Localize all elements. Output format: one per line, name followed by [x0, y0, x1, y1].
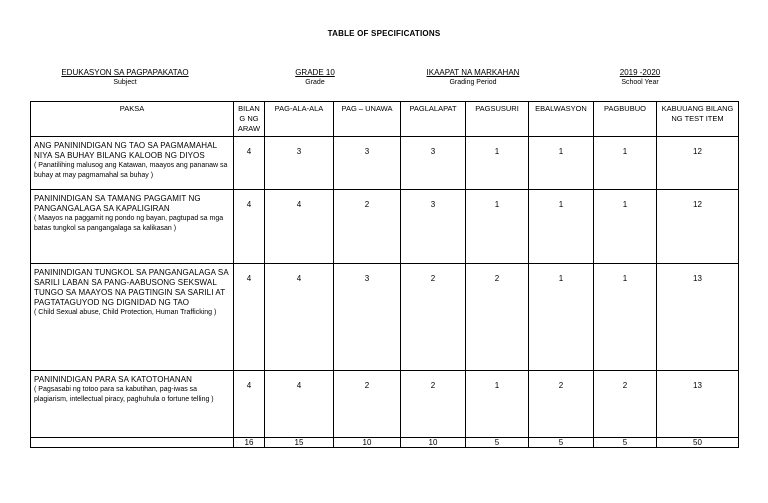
days-cell: 4 — [234, 137, 265, 190]
total-pag-unawa-cell: 10 — [334, 438, 401, 448]
pagbubuo-cell: 1 — [594, 190, 657, 264]
topic-cell — [31, 137, 234, 190]
pagbubuo-cell: 2 — [594, 371, 657, 438]
total-items-cell: 12 — [657, 137, 739, 190]
header-pag-unawa: PAG – UNAWA — [334, 102, 401, 137]
grand-total-cell: 50 — [657, 438, 739, 448]
ebalwasyon-cell: 1 — [529, 190, 594, 264]
topic-title: PANININDIGAN SA TAMANG PAGGAMIT NG PANGANGALAGA SA KAPALIGIRAN — [34, 194, 201, 213]
pag-unawa-cell: 3 — [334, 137, 401, 190]
subject-field — [40, 68, 210, 88]
school-year-field — [590, 68, 690, 88]
pagsusuri-cell: 1 — [466, 190, 529, 264]
total-items-cell: 13 — [657, 371, 739, 438]
paglalapat-cell: 3 — [401, 190, 466, 264]
total-items-cell: 13 — [657, 264, 739, 371]
pagbubuo-cell: 1 — [594, 264, 657, 371]
topic-description: ( Pagsasabi ng totoo para sa kabutihan, pag-iwas sa plagiarism, intellectual piracy, paghuhula o fortune telling ) — [34, 386, 214, 403]
topic-title: PANININDIGAN PARA SA KATOTOHANAN — [34, 375, 193, 384]
total-days-cell: 16 — [234, 438, 265, 448]
ebalwasyon-cell: 1 — [529, 264, 594, 371]
table-row — [31, 190, 739, 264]
topic-description: ( Maayos na paggamit ng pondo ng bayan, pagtupad sa mga batas tungkol sa pangangalaga sa kalikasan ) — [34, 215, 224, 232]
total-pagbubuo-cell: 5 — [594, 438, 657, 448]
grading-period-caption: Grading Period — [449, 79, 497, 86]
subject-caption: Subject — [113, 79, 137, 86]
header-kabuuan: KABUUANG BILANG NG TEST ITEM — [657, 102, 739, 137]
table-row — [31, 264, 739, 371]
header-bilang-ng-araw: BILAN G NG ARAW — [234, 102, 265, 137]
ebalwasyon-cell: 2 — [529, 371, 594, 438]
totals-row — [31, 438, 739, 448]
table-row — [31, 371, 739, 438]
total-paglalapat-cell: 10 — [401, 438, 466, 448]
topic-cell — [31, 264, 234, 371]
paglalapat-cell: 2 — [401, 264, 466, 371]
header-paglalapat: PAGLALAPAT — [401, 102, 466, 137]
total-pagsusuri-cell: 5 — [466, 438, 529, 448]
document-title: TABLE OF SPECIFICATIONS — [327, 29, 441, 38]
header-pagsusuri: PAGSUSURI — [466, 102, 529, 137]
grade-field — [270, 68, 360, 88]
header-ebalwasyon: EBALWASYON — [529, 102, 594, 137]
table-header-row — [31, 102, 739, 137]
subject-value: EDUKASYON SA PAGPAPAKATAO — [61, 68, 189, 77]
topic-title: ANG PANININDIGAN NG TAO SA PAGMAMAHAL NIYA SA BUHAY BILANG KALOOB NG DIYOS — [34, 141, 217, 160]
header-paksa: PAKSA — [31, 102, 234, 137]
grade-caption: Grade — [305, 79, 325, 86]
pagbubuo-cell: 1 — [594, 137, 657, 190]
paglalapat-cell: 3 — [401, 137, 466, 190]
school-year-caption: School Year — [621, 79, 659, 86]
days-cell: 4 — [234, 371, 265, 438]
pag-ala-ala-cell: 4 — [265, 190, 334, 264]
pag-ala-ala-cell: 4 — [265, 371, 334, 438]
ebalwasyon-cell: 1 — [529, 137, 594, 190]
header-pagbubuo: PAGBUBUO — [594, 102, 657, 137]
paglalapat-cell: 2 — [401, 371, 466, 438]
pag-unawa-cell: 2 — [334, 190, 401, 264]
topic-cell — [31, 371, 234, 438]
pagsusuri-cell: 1 — [466, 137, 529, 190]
grading-period-field — [403, 68, 543, 88]
pag-unawa-cell: 3 — [334, 264, 401, 371]
total-ebalwasyon-cell: 5 — [529, 438, 594, 448]
grading-period-value: IKAAPAT NA MARKAHAN — [426, 68, 520, 77]
total-pag-ala-ala-cell: 15 — [265, 438, 334, 448]
header-pag-ala-ala: PAG-ALA-ALA — [265, 102, 334, 137]
days-cell: 4 — [234, 190, 265, 264]
topic-title: PANININDIGAN TUNGKOL SA PANGANGALAGA SA SARILI LABAN SA PANG-AABUSONG SEKSWAL TUNGO SA MAAYOS NA PAGTINGIN SA SARILI AT PAGTATAGUYOD NG DIGNIDAD NG TAO — [34, 268, 229, 307]
topic-description: ( Child Sexual abuse, Child Protection, Human Trafficking ) — [34, 309, 217, 316]
specifications-table — [30, 101, 739, 448]
table-row — [31, 137, 739, 190]
pag-ala-ala-cell: 3 — [265, 137, 334, 190]
totals-label-cell — [31, 438, 234, 448]
school-year-value: 2019 -2020 — [619, 68, 661, 77]
days-cell: 4 — [234, 264, 265, 371]
total-items-cell: 12 — [657, 190, 739, 264]
pag-ala-ala-cell: 4 — [265, 264, 334, 371]
pagsusuri-cell: 2 — [466, 264, 529, 371]
topic-description: ( Panatilihing malusog ang Katawan, maayos ang pananaw sa buhay at may pagmamahal sa buhay ) — [34, 162, 228, 179]
pagsusuri-cell: 1 — [466, 371, 529, 438]
pag-unawa-cell: 2 — [334, 371, 401, 438]
grade-value: GRADE 10 — [295, 68, 335, 77]
topic-cell — [31, 190, 234, 264]
